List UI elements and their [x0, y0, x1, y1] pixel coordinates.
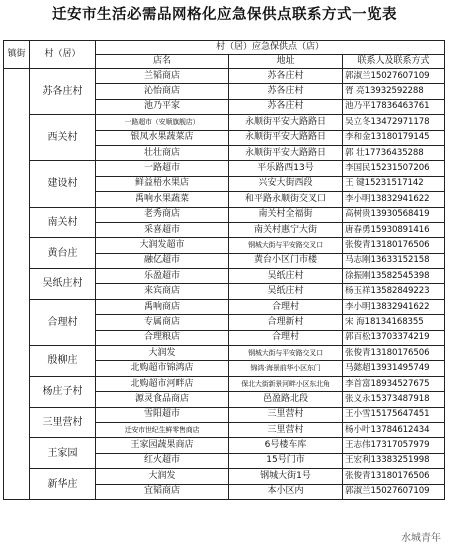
village-cell: 黄台庄 — [30, 238, 96, 269]
table-row — [4, 407, 445, 422]
header-row — [4, 41, 445, 55]
store-name-cell: 迁安市世纪生鲜零售商店 — [96, 422, 229, 437]
contact-cell: 高树贵13930568419 — [343, 207, 445, 222]
contact-cell: 张俊青13180176506 — [343, 346, 445, 361]
store-name-cell: 银凤水果蔬菜店 — [96, 130, 229, 145]
address-cell: 黄台小区门市楼 — [229, 253, 343, 268]
contact-cell: 王志伟17317057979 — [343, 438, 445, 453]
address-cell: 永顺街平安大路路日 — [229, 130, 343, 145]
store-name-cell: 融亿超市 — [96, 253, 229, 268]
address-cell: 合理村 — [229, 299, 343, 314]
address-cell: 永顺街平安大路路日 — [229, 115, 343, 130]
village-cell: 王家园 — [30, 438, 96, 469]
village-cell: 建设村 — [30, 161, 96, 207]
table-row — [4, 161, 445, 176]
village-cell: 殷柳庄 — [30, 346, 96, 377]
contact-cell: 李国民15231507206 — [343, 161, 445, 176]
header-town: 镇街 — [4, 41, 30, 69]
watermark: 水城青年 — [399, 529, 443, 544]
village-cell: 南关村 — [30, 207, 96, 238]
contact-cell: 马懿超13931495749 — [343, 361, 445, 376]
store-name-cell: 大润发 — [96, 346, 229, 361]
store-name-cell: 禹响水果蔬菜 — [96, 192, 229, 207]
store-name-cell: 采喜超市 — [96, 222, 229, 237]
address-cell: 三里营村 — [229, 407, 343, 422]
contact-cell: 张俊青13180176506 — [343, 469, 445, 484]
address-cell: 合理新村 — [229, 315, 343, 330]
contact-cell: 李小明13832941622 — [343, 299, 445, 314]
address-cell: 6号楼车库 — [229, 438, 343, 453]
store-name-cell: 王家园蔬果商店 — [96, 438, 229, 453]
contact-cell: 郭淑兰15027607109 — [343, 69, 445, 84]
contact-cell: 马志刚13633152158 — [343, 253, 445, 268]
contact-cell: 宋 海18134168355 — [343, 315, 445, 330]
table-row — [4, 269, 445, 284]
address-cell: 钢城大街1号 — [229, 469, 343, 484]
contact-cell: 张义永15373487918 — [343, 392, 445, 407]
address-cell: 苏各庄村 — [229, 69, 343, 84]
address-cell: 苏各庄村 — [229, 84, 343, 99]
contact-cell: 徐振刚13582545398 — [343, 269, 445, 284]
table-row — [4, 238, 445, 253]
store-name-cell: 一路超市（安顺旗舰店） — [96, 115, 229, 130]
table-row — [4, 438, 445, 453]
contact-cell: 唐春勇15930891416 — [343, 222, 445, 237]
address-cell: 三里营村 — [229, 422, 343, 437]
store-name-cell: 禹响商店 — [96, 299, 229, 314]
header-store-name: 店名 — [96, 55, 229, 69]
address-cell: 锦鸿·海景前华小区东门 — [229, 361, 343, 376]
village-cell: 西关村 — [30, 115, 96, 161]
store-name-cell: 专属商店 — [96, 315, 229, 330]
village-cell: 合理村 — [30, 299, 96, 345]
address-cell: 兴安大街西段 — [229, 176, 343, 191]
table-row — [4, 376, 445, 391]
village-cell: 新华庄 — [30, 469, 96, 500]
header-address: 地址 — [229, 55, 343, 69]
address-cell: 南关村全福街 — [229, 207, 343, 222]
store-name-cell: 源灵食品商店 — [96, 392, 229, 407]
address-cell: 钢城大街与平安路交叉口 — [229, 346, 343, 361]
store-name-cell: 一路超市 — [96, 161, 229, 176]
table-row — [4, 115, 445, 130]
address-cell: 平乐路西13号 — [229, 161, 343, 176]
table-row — [4, 207, 445, 222]
address-cell: 吴纸庄村 — [229, 269, 343, 284]
contact-cell: 李小明13832941622 — [343, 192, 445, 207]
store-name-cell: 沁怡商店 — [96, 84, 229, 99]
contact-cell: 王小雪15175647451 — [343, 407, 445, 422]
store-name-cell: 来宾商店 — [96, 284, 229, 299]
contact-table — [3, 40, 445, 500]
store-name-cell: 北购超市锦鸿店 — [96, 361, 229, 376]
address-cell: 15号门市 — [229, 453, 343, 468]
page-title: 迁安市生活必需品网格化应急保供点联系方式一览表 — [52, 7, 397, 23]
address-cell: 南关村惠宁大街 — [229, 222, 343, 237]
table-row — [4, 69, 445, 84]
header-contact: 联系人及联系方式 — [343, 55, 445, 69]
contact-cell: 李首富18934527675 — [343, 376, 445, 391]
contact-cell: 杨小叶13784612434 — [343, 422, 445, 437]
address-cell: 永顺街平安大路路日 — [229, 145, 343, 160]
store-name-cell: 北购超市河畔店 — [96, 376, 229, 391]
contact-cell: 胥 亮13932592288 — [343, 84, 445, 99]
store-name-cell: 壮壮商店 — [96, 145, 229, 160]
address-cell: 本小区内 — [229, 484, 343, 499]
store-name-cell: 红火超市 — [96, 453, 229, 468]
address-cell: 钢城大街与平安路交叉口 — [229, 238, 343, 253]
store-name-cell: 合理粮店 — [96, 330, 229, 345]
contact-cell: 郭百松13703374219 — [343, 330, 445, 345]
address-cell: 保北大街新景河畔小区东北角 — [229, 376, 343, 391]
contact-cell: 王 键15231517142 — [343, 176, 445, 191]
address-cell: 吴纸庄村 — [229, 284, 343, 299]
store-name-cell: 乐盈超市 — [96, 269, 229, 284]
store-name-cell: 雪阳超市 — [96, 407, 229, 422]
store-name-cell: 鲜益梧水果店 — [96, 176, 229, 191]
table-row — [4, 299, 445, 314]
town-cell — [4, 69, 30, 500]
village-cell: 苏各庄村 — [30, 69, 96, 115]
store-name-cell: 宜韬商店 — [96, 484, 229, 499]
contact-cell: 郭 壮17736435288 — [343, 145, 445, 160]
contact-cell: 吴立冬13472971178 — [343, 115, 445, 130]
contact-cell: 池乃平17836463761 — [343, 99, 445, 114]
contact-cell: 王宏利13383251998 — [343, 453, 445, 468]
store-name-cell: 大润发超市 — [96, 238, 229, 253]
village-cell: 三里营村 — [30, 407, 96, 438]
address-cell: 合理村 — [229, 330, 343, 345]
contact-cell: 李和金13180179145 — [343, 130, 445, 145]
store-name-cell: 老秀商店 — [96, 207, 229, 222]
village-cell: 杨庄子村 — [30, 376, 96, 407]
village-cell: 吴纸庄村 — [30, 269, 96, 300]
store-name-cell: 大润发 — [96, 469, 229, 484]
store-name-cell: 池乃平家 — [96, 99, 229, 114]
contact-cell: 郭淑兰15027607109 — [343, 484, 445, 499]
store-name-cell: 兰韬商店 — [96, 69, 229, 84]
header-village: 村（居） — [30, 41, 96, 69]
header-points-group: 村（居）应急保供点（店） — [96, 41, 445, 55]
contact-cell: 张俊青13180176506 — [343, 238, 445, 253]
address-cell: 和平路永顺街交叉口 — [229, 192, 343, 207]
table-row — [4, 346, 445, 361]
address-cell: 邑盈路北段 — [229, 392, 343, 407]
address-cell: 苏各庄村 — [229, 99, 343, 114]
table-row — [4, 469, 445, 484]
contact-cell: 杨玉祥13582849223 — [343, 284, 445, 299]
